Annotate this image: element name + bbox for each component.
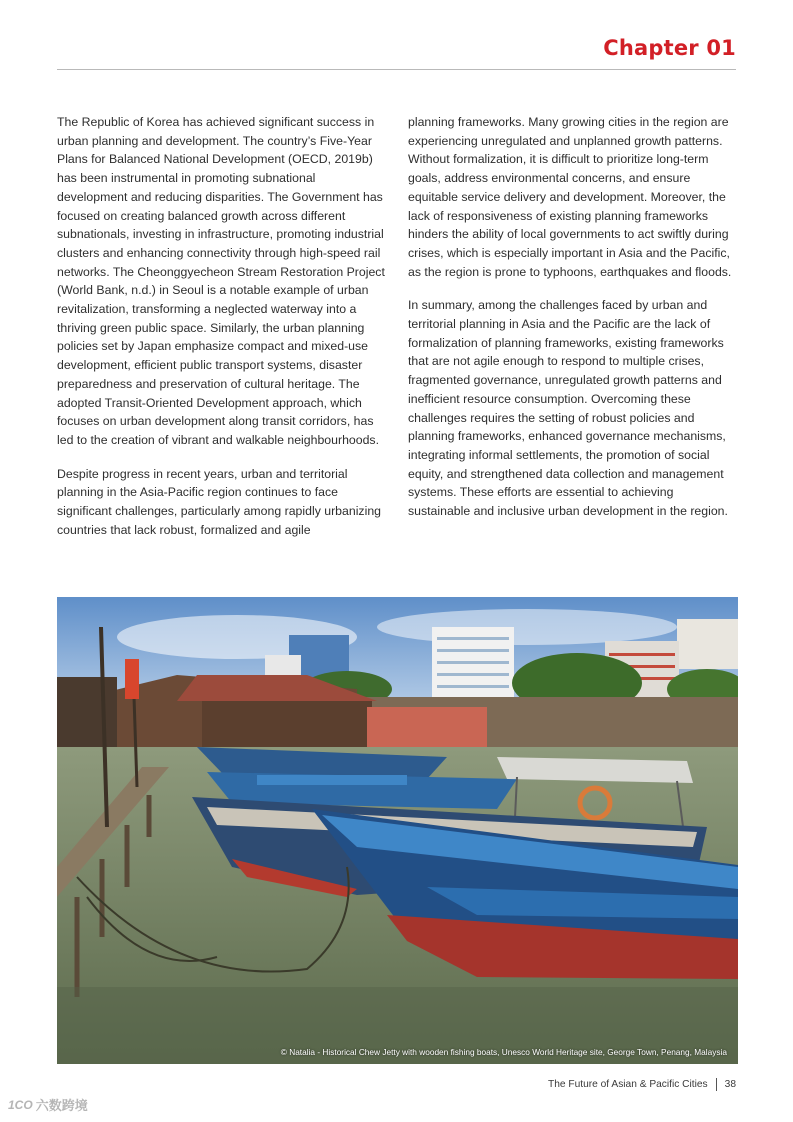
right-column xyxy=(408,113,738,536)
watermark-text: 六数跨境 xyxy=(35,1098,88,1113)
paragraph: The Republic of Korea has achieved significant success in urban planning and development. The country’s Five-Year Plans for Balanced National Development (OECD, 2019b) has been instrumental in promoting subnational development and reducing disparities. The Government has focused on creating balanced growth across different subnationals, investing in infrastructure, promoting industrial clusters and enhancing connectivity through high-speed rail networks. The Cheonggyecheon Stream Restoration Project (World Bank, n.d.) in Seoul is a notable example of urban revitalization, transforming a neglected waterway into a thriving green public space. Similarly, the urban planning policies set by Japan emphasize compact and mixed-use development, efficient public transport systems, disaster preparedness and preservation of cultural heritage. The adopted Transit-Oriented Development approach, which focuses on urban development along transit corridors, has led to the creation of vibrant and walkable neighbourhoods. xyxy=(57,115,385,447)
header-rule xyxy=(57,69,736,70)
footer-title: The Future of Asian & Pacific Cities xyxy=(547,1079,708,1090)
photo-caption: © Natalia - Historical Chew Jetty with wooden fishing boats, Unesco World Heritage site, George Town, Penang, Malaysia xyxy=(280,1047,727,1057)
paragraph: planning frameworks. Many growing cities in the region are experiencing unregulated and unplanned growth patterns. Without formalization, it is difficult to prioritize long-term goals, address environmental concerns, and ensure equitable service delivery and development. Moreover, the lack of responsiveness of existing planning frameworks hinders the ability of local governments to act swiftly during crises, which is especially important in Asia and the Pacific, as the region is prone to typhoons, earthquakes and floods. xyxy=(408,115,732,279)
watermark-logo: 1CO xyxy=(8,1097,33,1112)
watermark xyxy=(8,1095,88,1114)
jetty-photo-illustration xyxy=(57,597,738,1064)
footer-divider xyxy=(716,1078,717,1091)
paragraph: Despite progress in recent years, urban and territorial planning in the Asia-Pacific region continues to face significant challenges, particularly among rapidly urbanizing countries that lack robust, formalized and agile xyxy=(57,466,381,537)
page-footer xyxy=(548,1078,736,1091)
paragraph: In summary, among the challenges faced by urban and territorial planning in Asia and the Pacific are the lack of formalization of planning frameworks, existing frameworks that are not agile enough to respond to multiple crises, fragmented governance, unregulated growth patterns and inefficient resource consumption. Overcoming these challenges requires the setting of robust policies and planning frameworks, enhanced governance mechanisms, integrating informal settlements, the promotion of social equity, and strengthened data collection and management systems. These efforts are essential to achieving sustainable and inclusive urban development in the region. xyxy=(408,298,728,519)
jetty-photo xyxy=(57,597,738,1064)
left-column xyxy=(57,113,387,554)
page-number: 38 xyxy=(724,1079,736,1090)
chapter-heading: Chapter 01 xyxy=(603,36,736,60)
